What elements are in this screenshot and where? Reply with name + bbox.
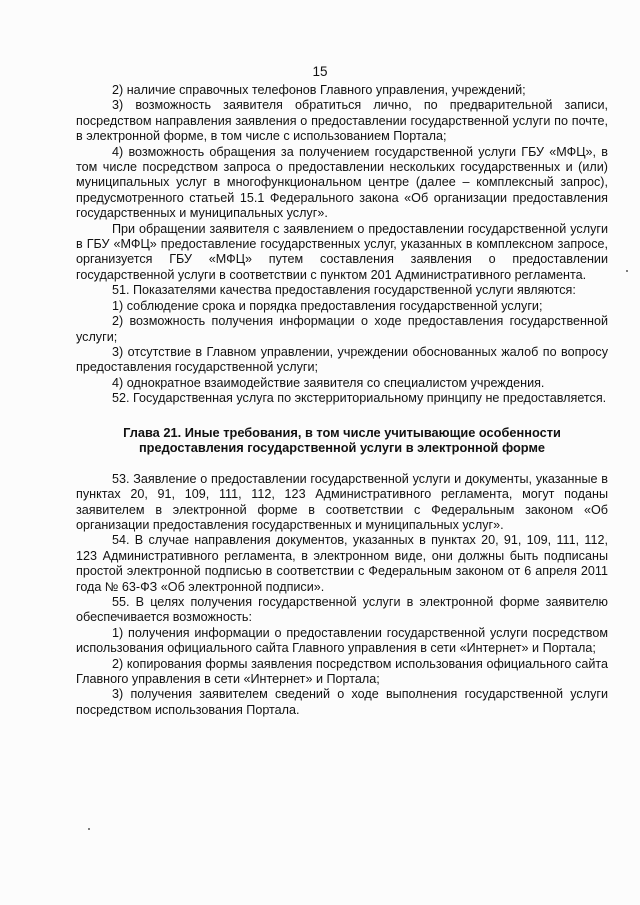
paragraph-55-item-1: 1) получения информации о предоставлении государственной услуги посредством использования официального сайта Главного управления в сети «Интернет» и Портала; [76,625,608,656]
paragraph-55-item-2: 2) копирования формы заявления посредством использования официального сайта Главного управления в сети «Интернет» и Портала; [76,656,608,686]
page-number: 15 [312,64,328,79]
paragraph-53: 53. Заявление о предоставлении государственной услуги и документы, указанные в пунктах 20, 91, 109, 111, 112, 123 Административного регламента, могут поданы заявителем в электронной форме в соответствии с Федеральным законом «Об организации предоставления государственных и муниципальных услуг». [76,471,608,532]
paragraph-personal-appeal: 3) возможность заявителя обратиться лично, по предварительной записи, посредством направления заявления о предоставлении государственной услуги по почте, в электронной форме, в том числе с использованием Портала; [76,98,608,144]
paragraph-contacts: 2) наличие справочных телефонов Главного управления, учреждений; [112,83,526,97]
document-body [76,83,608,718]
paragraph-51-item-1: 1) соблюдение срока и порядка предоставления государственной услуги; [112,298,543,313]
paragraph-55: 55. В целях получения государственной услуги в электронной форме заявителю обеспечивается возможность: [76,594,608,625]
paragraph-52: 52. Государственная услуга по экстерриториальному принципу не предоставляется. [112,391,607,406]
paragraph-complex-request: При обращении заявителя с заявлением о предоставлении государственной услуги в ГБУ «МФЦ» предоставление государственных услуг, указанных в комплексном запросе, организуется ГБУ «МФЦ» путем составления заявления о предоставлении государственной услуги в соответствии с пунктом 201 Административного регламента. [76,221,608,282]
paragraph-51-item-4: 4) однократное взаимодействие заявителя со специалистом учреждения. [112,375,545,390]
scan-speck [626,270,628,272]
chapter-heading [76,425,608,456]
scan-speck [88,828,90,830]
chapter-heading-line-1: Глава 21. Иные требования, в том числе учитывающие особенности [123,424,561,440]
paragraph-55-item-3: 3) получения заявителем сведений о ходе выполнения государственной услуги посредством использования Портала. [76,687,608,717]
paragraph-51-item-2: 2) возможность получения информации о ходе предоставления государственной услуги; [76,314,608,344]
paragraph-mfc-appeal: 4) возможность обращения за получением государственной услуги ГБУ «МФЦ», в том числе посредством запроса о предоставлении нескольких государственных и (или) муниципальных услуг в многофункциональном центре (далее – комплексный запрос), предусмотренного статьей 15.1 Федерального закона «Об организации предоставления государственных и муниципальных услуг». [76,144,608,221]
paragraph-51-quality: 51. Показателями качества предоставления государственной услуги являются: [112,283,576,298]
paragraph-54: 54. В случае направления документов, указанных в пунктах 20, 91, 109, 111, 112, 123 Административного регламента, в электронном виде, они должны быть подписаны простой электронной подписью в соответствии с Федеральным законом от 6 апреля 2011 года № 63-ФЗ «Об электронной подписи». [76,533,608,594]
chapter-heading-line-2: предоставления государственной услуги в электронной форме [138,440,546,456]
paragraph-51-item-3: 3) отсутствие в Главном управлении, учреждении обоснованных жалоб по вопросу предоставления государственной услуги; [76,344,608,375]
